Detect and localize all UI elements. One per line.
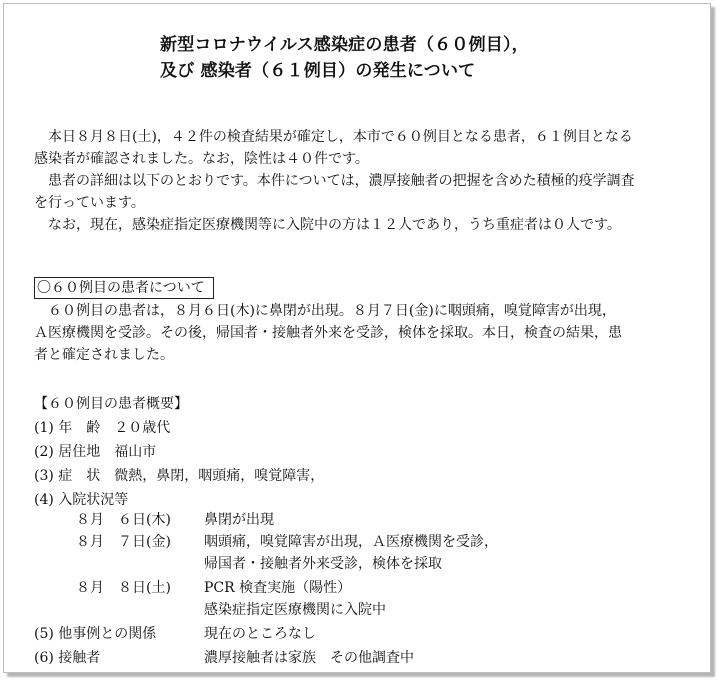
section-body-line-2: Ａ医療機関を受診。その後，帰国者・接触者外来を受診，検体を採取。本日，検査の結果，患 bbox=[34, 325, 622, 341]
summary-symptoms: (3) 症 状 微熱，鼻閉，咽頭痛，嗅覚障害， bbox=[34, 468, 325, 484]
section-body-line-1: ６０例目の患者は，８月６日(木)に鼻閉が出現。８月７日(金)に咽頭痛，嗅覚障害が出現， bbox=[34, 303, 616, 319]
summary-status-label: (4) 入院状況等 bbox=[34, 492, 129, 508]
summary-contacts-label: (6) 接触者 bbox=[34, 650, 101, 666]
timeline-date-1: ８月 ６日(木) bbox=[76, 512, 171, 528]
timeline-event-2-2: 帰国者・接触者外来受診，検体を採取 bbox=[204, 556, 442, 572]
summary-age: (1) 年 齢 ２０歳代 bbox=[34, 420, 171, 436]
intro-line-5: なお，現在，感染症指定医療機関等に入院中の方は１２人であり，うち重症者は０人です。 bbox=[34, 217, 621, 233]
intro-line-2: 感染者が確認されました。なお，陰性は４０件です。 bbox=[34, 151, 369, 167]
summary-relation-label: (5) 他事例との関係 bbox=[34, 626, 157, 642]
timeline-event-3-2: 感染症指定医療機関に入院中 bbox=[204, 602, 386, 618]
timeline-event-2-1: 咽頭痛，嗅覚障害が出現，Ａ医療機関を受診， bbox=[204, 534, 498, 550]
title-line-2: 及び 感染者（６１例目）の発生について bbox=[160, 61, 476, 81]
section-heading: 〇６０例目の患者について bbox=[34, 277, 214, 299]
intro-line-4: を行っています。 bbox=[34, 195, 145, 211]
timeline-event-3-1: PCR 検査実施（陽性） bbox=[204, 580, 352, 596]
document-title bbox=[160, 32, 529, 84]
title-line-1: 新型コロナウイルス感染症の患者（６０例目）， bbox=[160, 35, 529, 55]
summary-contacts-value: 濃厚接触者は家族 その他調査中 bbox=[204, 650, 414, 666]
timeline-date-2: ８月 ７日(金) bbox=[76, 534, 171, 550]
summary-heading: 【６０例目の患者概要】 bbox=[34, 396, 188, 412]
summary-relation-value: 現在のところなし bbox=[204, 626, 316, 642]
document-page bbox=[3, 3, 711, 673]
intro-line-3: 患者の詳細は以下のとおりです。本件については，濃厚接触者の把握を含めた積極的疫学調査 bbox=[34, 173, 635, 189]
timeline-event-1-1: 鼻閉が出現 bbox=[204, 512, 274, 528]
summary-residence: (2) 居住地 福山市 bbox=[34, 444, 157, 460]
section-body-line-3: 者と確定されました。 bbox=[34, 347, 174, 363]
intro-line-1: 本日８月８日(土)，４２件の検査結果が確定し，本市で６０例目となる患者，６１例目となる bbox=[34, 129, 633, 145]
timeline-date-3: ８月 ８日(土) bbox=[76, 580, 171, 596]
